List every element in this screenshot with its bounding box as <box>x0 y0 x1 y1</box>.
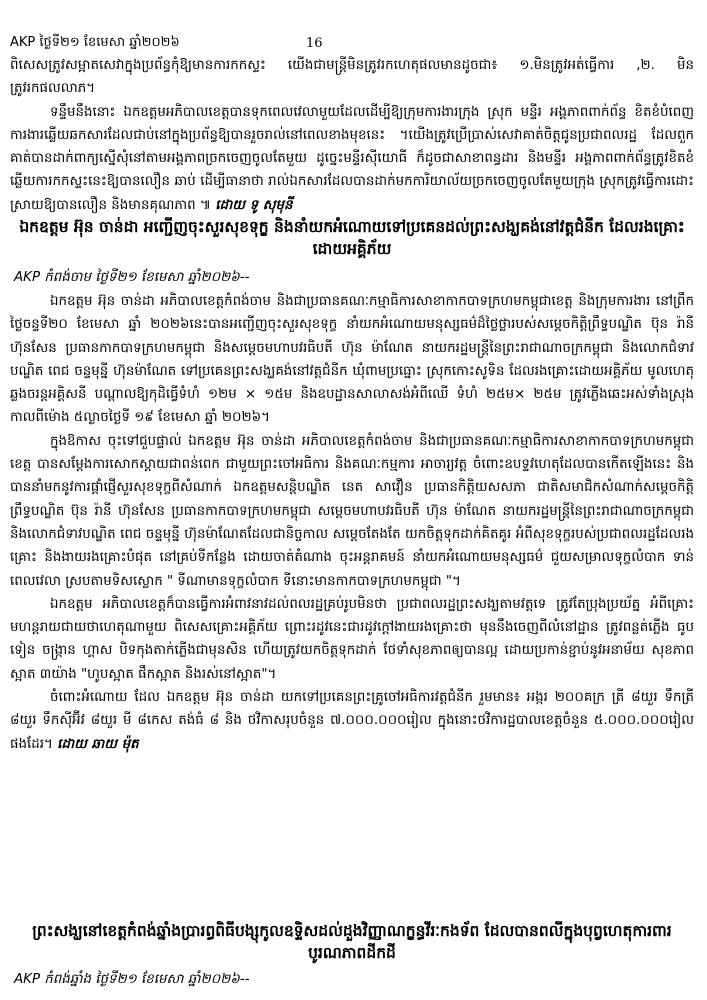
header-date: AKP ថ្ងៃទី២១ ខែមេសា ឆ្នាំ២០២៦ <box>10 35 180 50</box>
article1-paragraph: ទន្ទឹមនឹងនោះ ឯកឧត្តមអភិបាលខេត្តបានទុកពេលវេលាមួយដែលដើម្បីឱ្យក្រុមការងារក្រុង ស្រុក មន្ទីរ អង្គភាពពាក់ព័ន្ធ ខិតខំបំពេញការងារឆ្លើយឆកសារដែលជាប់នៅក្នុងប្រព័ន្ធឱ្យបានរួចរាល់នៅពេលខាងមុខនេះ ។យើងត្រូវប្រើប្រាស់សេវាគាត់ចិត្តជូនប្រជាពលរដ្ឋ ដែលពួកគាត់បានដាក់ពាក្យស្នើសុំនៅតាមអង្គភាពច្រកចេញចូលតែមួយ ដូច្នេះមន្ទីរស៊ីយោធី ក៏ដូចជាសាខាពន្ធដារ និងមន្ទីរ អង្គភាពពាក់ព័ន្ធត្រូវខិតខំឆ្លើយការកកស្ទះនេះឱ្យបានលឿន ឆាប់ ដើម្បីធានាថា រាល់ឯកសារដែលបានដាក់មកការិយាល័យច្រកចេញចូលតែមួយក្រុង ស្រុកត្រូវធ្វើការដោះស្រាយឱ្យបានលឿន និងមានគុណភាព ៕ <box>10 104 694 213</box>
article2-byline: ដោយ ឆាយ ម៉ុត <box>57 736 139 752</box>
article2-paragraph-1: ឯកឧត្តម អ៊ុន ចាន់ដា អភិបាលខេត្តកំពង់ចាម និងជាប្រធានគណៈកម្មាធិការសាខាកាកបាទក្រហមកម្ពុជាខេត្ត និងក្រុមការងារ នៅព្រឹកថ្ងៃចន្ទទី២០ ខែមេសា ឆ្នាំ ២០២៦នេះបានអញ្ជើញចុះសួរសុខទុក្ខ នាំយកអំណោយមនុស្សធម៌ដ៏ថ្លៃថ្លារបស់សម្តេចកិត្តិព្រឹទ្ធបណ្ឌិត ប៊ុន រ៉ានី ហ៊ុនសែន ប្រធានកាកបាទក្រហមកម្ពុជា និងសម្តេចមហាបវរធិបតី ហ៊ុន ម៉ាណែត នាយករដ្ឋមន្ត្រីនៃព្រះរាជាណាចក្រកម្ពុជា និងលោកជំទាវបណ្ឌិត ពេជ ចន្ទមុន្នី ហ៊ុនម៉ាណែត ទៅប្រគេនព្រះសង្ឃគង់នៅវត្តជំនីក ឃុំពាមប្រធ្នោះ ស្រុកកោះសូទិន ដែលរងគ្រោះដោយអគ្គិភ័យ មូលហេតុ ឆ្លងចរន្តអគ្គិសនី បណ្តាលឱ្យកុដិធ្វើទំហំ ១២ម × ១៥ម និងឧបដ្ឋានសាលាសង់អំពីឈើ ទំហំ ២៥ម× ២៥ម ត្រូវភ្លើងឆេះអស់ទាំងស្រុង កាលពីម៉ោង ៥ល្ងាចថ្ងៃទី ១៩ ខែមេសា ឆ្នាំ ២០២៦។ <box>10 294 694 426</box>
article1-byline: ដោយ ទូ សុមុនី <box>215 197 293 213</box>
article2-paragraph-4: ចំពោះអំណោយ ដែល ឯកឧត្តម អ៊ុន ចាន់ដា យកទៅប្រគេនព្រះគ្រូចៅអធិការវត្តជំនីក រួមមាន៖ អង្ករ ២០០គក្រ ត្រី ៨យួរ ទឹកត្រី ៨យួរ ទឹកស៊ីអ៊ីវ ៨យួរ មី ៨កេស តង់ធំ ៨ និង ថវិកាសរុបចំនួន ៧.០០០.០០០រៀល ក្នុងនោះថវិការដ្ឋបាលខេត្តចំនួន ៥.០០០.០០០រៀលផងដែរ។ <box>10 690 694 752</box>
article3-dateline: AKP កំពង់ឆ្នាំង ថ្ងៃទី២១ ខែមេសា ឆ្នាំ២០២៦-- <box>14 972 250 987</box>
page-number: 16 <box>306 36 323 51</box>
article2-headline: ឯកឧត្តម អ៊ុន ចាន់ដា អញ្ជើញចុះសួរសុខទុក្ខ និងនាំយកអំណោយទៅប្រគេនដល់ព្រះសង្ឃគង់នៅវត្តជំនីក ដែលរងគ្រោះដោយអគ្គិភ័យ <box>19 217 685 258</box>
article2-body <box>10 290 694 756</box>
article1-continuation: ពិសេសត្រូវសម្អាតសេវាក្នុងប្រព័ន្ធកុំឱ្យមានការកកស្ទះ យើងជាមន្ត្រីមិនត្រូវរកហេតុផលមានដូចជា៖ ១.មិនត្រូវអត់ធ្វើការ ,២. មិនត្រូវរកផលលាភ។ <box>10 58 694 97</box>
article3-headline: ព្រះសង្ឃនៅខេត្តកំពង់ឆ្នាំងប្រារព្ធពិធីបង្សុកូលឧទ្ទិសដល់ដួងវិញ្ញាណក្ខន្ធវីរៈកងទ័ព ដែលបានពលីក្នុងបុព្វហេតុការពារបូរណភាពដីកដី <box>32 921 672 962</box>
article2-dateline: AKP កំពង់ចាម ថ្ងៃទី២១ ខែមេសា ឆ្នាំ២០២៦-- <box>14 270 250 285</box>
article1-body <box>10 54 694 217</box>
article2-paragraph-3: ឯកឧត្តម អភិបាលខេត្តក៏បានធ្វើការអំពាវនាវដល់ពលរដ្ឋគ្រប់រូបមិនថា ប្រជាពលរដ្ឋព្រះសង្ឃតាមវត្តទេ ត្រូវតែប្រុងប្រយ័ត្ន អំពីគ្រោះមហន្តរាយជាយថាហេតុណាមួយ ពិសេសគ្រោះអគ្គិភ័យ ព្រោះរដូវនេះជារដូវក្តៅងាយរងគ្រោះថា មុននឹងចេញពីលំនៅដ្ឋាន ត្រូវពន្លត់ភ្លើង ធូប ទៀន ចង្ក្រាន ហ្គាស បិទកុងតាក់ភ្លើងជាមុនសិន ហើយត្រូវយកចិត្តទុកដាក់ ថែទាំសុខភាពឲ្យបានល្អ ដោយប្រកាន់ខ្ជាប់នូវអនាម័យ សុខភាព ស្អាត ៣យ៉ាង "ហូបស្អាត ផឹកស្អាត និងរស់នៅស្អាត"។ <box>10 596 694 682</box>
article2-paragraph-2: ក្នុងឱកាស ចុះទៅជួបផ្ទាល់ ឯកឧត្តម អ៊ុន ចាន់ដា អភិបាលខេត្តកំពង់ចាម និងជាប្រធានគណៈកម្មាធិការសាខាកាកបាទក្រហមកម្ពុជាខេត្ត បានសម្តែងការសោកស្តាយជាពន់ពេក ជាមួយព្រះចៅអធិការ និងគណៈកម្មការ អាចារ្យវត្ត ចំពោះឧបទ្ទវហេតុដែលបានកើតឡើងនេះ និងបាននាំមកនូវការផ្តាំផ្ញើសួរសុខទុក្ខពីសំណាក់ ឯកឧត្តមសន្តិបណ្ឌិត នេត សាវឿន ប្រធានកិត្តិយសសភា ជាតិសមាជិកសំណាក់សម្តេចកិត្តិ ព្រឹទ្ធបណ្ឌិត ប៊ុន រ៉ានី ហ៊ុនសែន ប្រធានកាកបាទក្រហមកម្ពុជា សម្តេចមហាបវរធិបតី ហ៊ុន ម៉ាណែត នាយករដ្ឋមន្ត្រីនៃព្រះរាជាណាចក្រកម្ពុជា និងលោកជំទាវបណ្ឌិត ពេជ ចន្ទមុន្នី ហ៊ុនម៉ាណែតដែលជានិច្ចកាល សម្តេចតែងតែ យកចិត្តទុកដាក់គិតគូរ អំពីសុខទុក្ខរបស់ប្រជាពលរដ្ឋដែលរងគ្រោះ និងងាយរងគ្រោះបំផុត នៅគ្រប់ទីកន្លែង ដោយចាត់តំណាង ចុះអន្តរាគមន៍ នាំយកអំណោយមនុស្សធម៌ ជួយសម្រាលទុក្ខលំបាក ទាន់ពេលវេលា ស្របតាមទិសស្លោក " ទីណាមានទុក្ខលំបាក ទីនោះមានកាកបាទក្រហមកម្ពុជា "។ <box>10 433 694 589</box>
